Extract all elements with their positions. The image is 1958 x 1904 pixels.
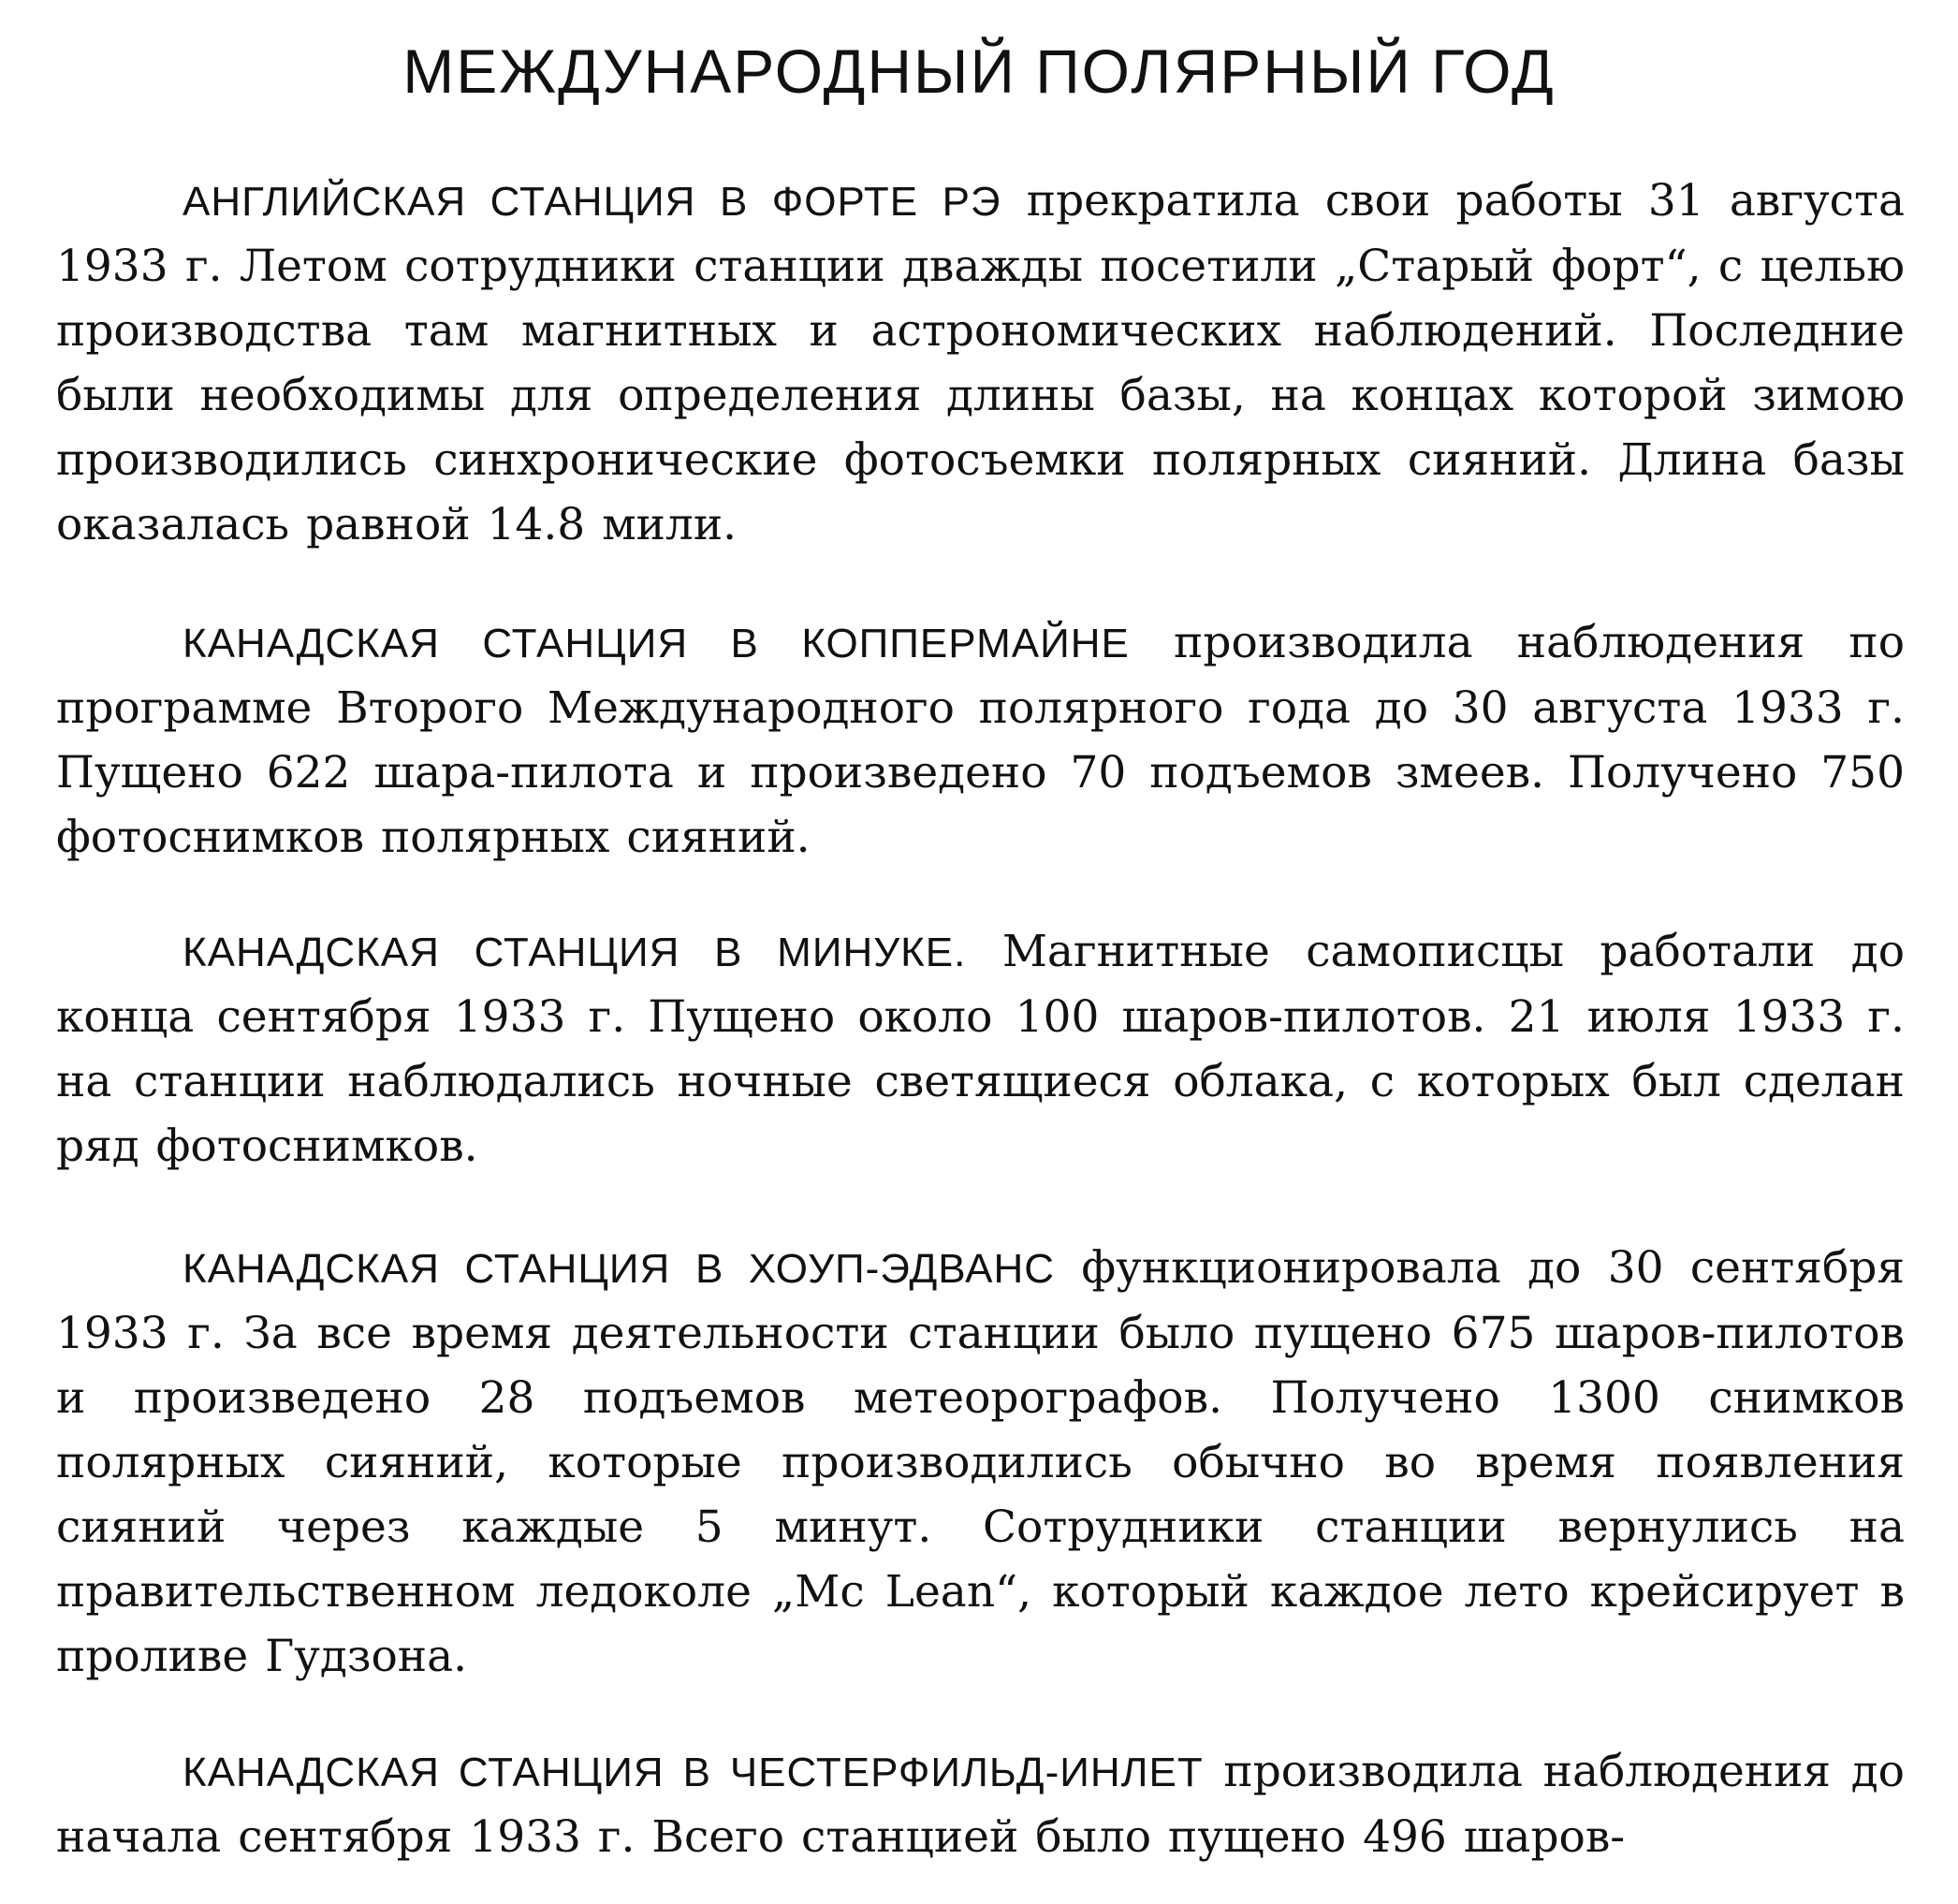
paragraph-text: производила наблюдения по программе Второго Международного полярного года до 30 августа 1933 г. Пущено 622 шара-пилота и произведено 70 подъемов змеев. Получено 750 фотоснимков полярных сияний.	[56, 617, 1905, 863]
paragraph-text: функционировала до 30 сентября 1933 г. За все время деятельности станции было пущено 675 шаров-пилотов и произведено 28 подъемов метеорографов. Получено 1300 снимков полярных сияний, которые производились обычно во время появления сияний через каждые 5 минут. Сотрудники станции вернулись на правительственном ледоколе „Mc Lean“, который каждое лето крейсирует в проливе Гудзона.	[56, 1242, 1905, 1682]
paragraph-hope-advance	[56, 1236, 1905, 1689]
paragraph-text: Магнитные самописцы работали до конца сентября 1933 г. Пущено около 100 шаров-пилотов. 21 июля 1933 г. на станции наблюдались ночные светящиеся облака, с которых был сделан ряд фотоснимков.	[56, 926, 1905, 1172]
paragraph-heading: АНГЛИЙСКАЯ СТАНЦИЯ В ФОРТЕ РЭ	[183, 179, 1001, 225]
paragraph-heading: КАНАДСКАЯ СТАНЦИЯ В КОППЕРМАЙНЕ	[183, 621, 1130, 666]
paragraph-forte-re	[56, 168, 1905, 557]
page-title: МЕЖДУНАРОДНЫЙ ПОЛЯРНЫЙ ГОД	[402, 37, 1556, 106]
paragraph-text: прекратила свои работы 31 августа 1933 г. Летом сотрудники станции дважды посетили „Старый форт“, с целью производства там магнитных и астрономических наблюдений. Последние были необходимы для определения длины базы, на концах которой зимою производились синхронические фотосъемки полярных сияний. Длина базы оказалась равной 14.8 мили.	[56, 175, 1905, 550]
paragraph-text: производила наблюдения до начала сентября 1933 г. Всего станцией было пущено 496 шаров-	[56, 1746, 1905, 1863]
paragraph-heading: КАНАДСКАЯ СТАНЦИЯ В МИНУКЕ.	[183, 930, 967, 975]
paragraph-heading: КАНАДСКАЯ СТАНЦИЯ В ХОУП-ЭДВАНС	[183, 1246, 1056, 1292]
paragraph-chesterfield-inlet	[56, 1739, 1905, 1869]
paragraph-heading: КАНАДСКАЯ СТАНЦИЯ В ЧЕСТЕРФИЛЬД-ИНЛЕТ	[183, 1750, 1204, 1795]
paragraph-minuke	[56, 919, 1905, 1179]
paragraph-coppermine	[56, 610, 1905, 870]
